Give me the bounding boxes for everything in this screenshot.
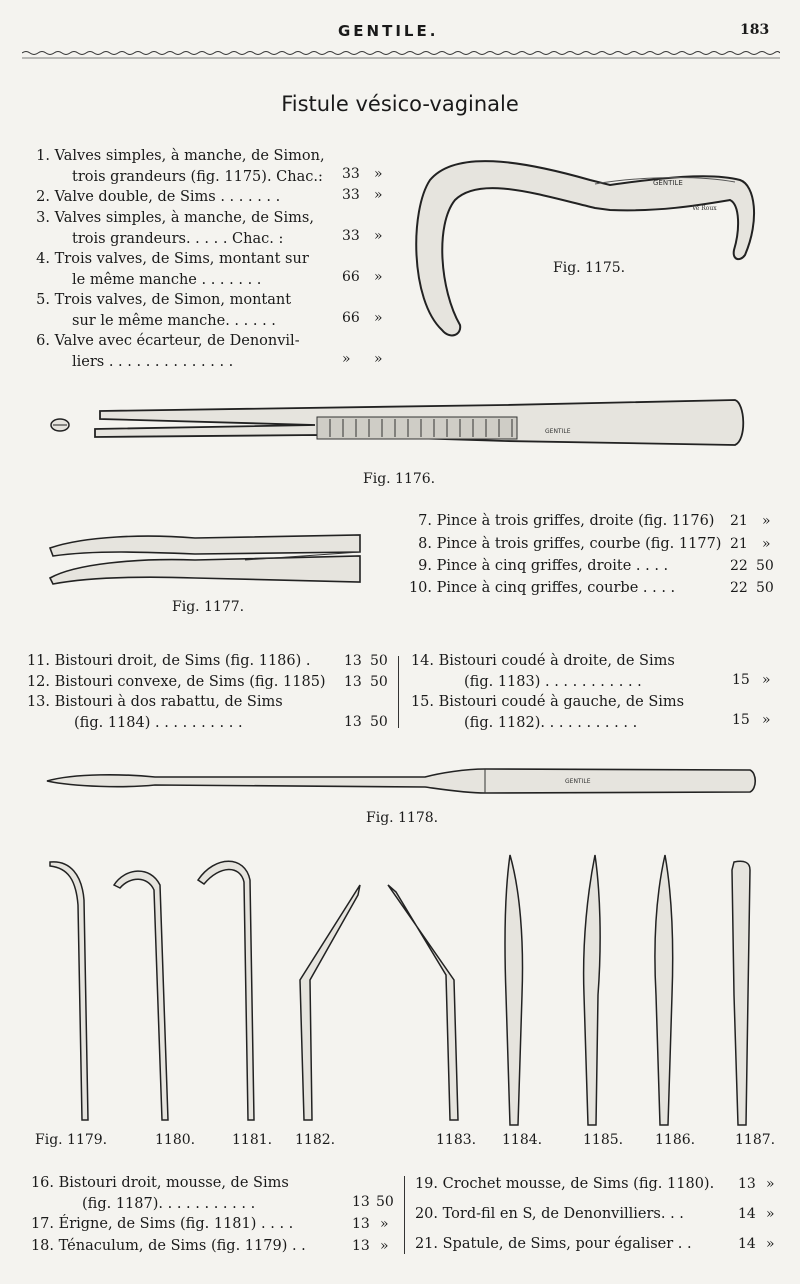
price: 14 [738,1206,756,1222]
fig-1180-caption: 1180. [155,1132,196,1148]
price: 50 [756,580,774,596]
section-title: Fistule vésico-vaginale [281,92,519,116]
list-item: 14. Bistouri coudé à droite, de Sims (fig. 1183) . . . . . . . . . . . [410,653,675,690]
svg-text:GENTILE: GENTILE [653,179,683,187]
price: 50 [370,714,388,730]
list-item: 7. Pince à trois griffes, droite (fig. 1176) [418,513,715,529]
price: » [762,712,771,728]
list-item: 10. Pince à cinq griffes, courbe . . . . [408,580,676,596]
svg-text:GENTILE: GENTILE [565,778,591,785]
scalpel-illustration [45,765,760,800]
straight-forceps-illustration [45,395,755,455]
price: 13 [352,1216,370,1232]
fig-1178-caption: Fig. 1178. [366,810,439,826]
header-rule [22,50,780,60]
price: » [762,536,771,552]
brace-divider [404,1176,405,1254]
svg-text:Ve Roux: Ve Roux [692,205,717,212]
price: » [766,1206,775,1222]
price: 50 [376,1194,394,1210]
list-item: 12. Bistouri convexe, de Sims (fig. 1185) [26,674,326,690]
price: 21 [730,513,748,529]
price: » [762,513,771,529]
fig-1184-caption: 1184. [502,1132,543,1148]
list-item: 15. Bistouri coudé à gauche, de Sims (fig. 1182). . . . . . . . . . . [410,694,685,731]
svg-text:GENTILE: GENTILE [545,428,571,435]
fig-1183-caption: 1183. [436,1132,477,1148]
fig-1177-caption: Fig. 1177. [172,599,245,615]
list-item: 19. Crochet mousse, de Sims (fig. 1180). [414,1176,715,1192]
list-item: 18. Ténaculum, de Sims (fig. 1179) . . [30,1238,306,1254]
price: 13 [352,1194,370,1210]
price: 15 [732,672,750,688]
page-number: 183 [740,22,770,38]
list-item: 1. Valves simples, à manche, de Simon, trois grandeurs (fig. 1175). Chac.: 33 » [36,148,383,185]
list-item: 5. Trois valves, de Simon, montant sur le même manche. . . . . . 66 » [36,292,383,329]
fig-1181-caption: 1181. [232,1132,273,1148]
price: 13 [738,1176,756,1192]
fig-1182-caption: 1182. [295,1132,336,1148]
price: 13 [352,1238,370,1254]
fig-1187-caption: 1187. [735,1132,776,1148]
running-title: GENTILE. [338,22,439,40]
list-item: 2. Valve double, de Sims . . . . . . . 33 » [36,187,383,205]
list-item: 21. Spatule, de Sims, pour égaliser . . [414,1236,692,1252]
list-item: 4. Trois valves, de Sims, montant sur le même manche . . . . . . . 66 » [36,251,383,288]
price: » [762,672,771,688]
price: 22 [730,558,748,574]
price: 15 [732,712,750,728]
speculum-illustration [400,150,770,350]
fig-1176-caption: Fig. 1176. [363,471,436,487]
instrument-row-illustration [40,850,770,1130]
price: 13 [344,674,362,690]
price: 50 [370,653,388,669]
list-item: 3. Valves simples, à manche, de Sims, trois grandeurs. . . . . Chac. : 33 » [36,210,383,247]
list-item: 13. Bistouri à dos rabattu, de Sims (fig. 1184) . . . . . . . . . . [26,694,283,731]
curved-forceps-illustration [45,530,365,590]
brace-divider [398,656,399,728]
price: 50 [370,674,388,690]
fig-1175-caption: Fig. 1175. [553,260,626,276]
list-item: 17. Érigne, de Sims (fig. 1181) . . . . [30,1216,294,1232]
price: 13 [344,653,362,669]
price: 22 [730,580,748,596]
list-item: 6. Valve avec écarteur, de Denonvil- liers . . . . . . . . . . . . . . » » [36,333,383,370]
fig-1179-caption: Fig. 1179. [35,1132,108,1148]
list-item: 16. Bistouri droit, mousse, de Sims (fig. 1187). . . . . . . . . . . [30,1175,289,1212]
list-item: 11. Bistouri droit, de Sims (fig. 1186) . [26,653,311,669]
list-item: 9. Pince à cinq griffes, droite . . . . [418,558,669,574]
price: » [380,1216,389,1232]
price: » [766,1236,775,1252]
list-item: 8. Pince à trois griffes, courbe (fig. 1177) [418,536,722,552]
price: 14 [738,1236,756,1252]
price: » [766,1176,775,1192]
price: 50 [756,558,774,574]
price: 21 [730,536,748,552]
list-item: 20. Tord-fil en S, de Denonvilliers. . . [414,1206,684,1222]
price: » [380,1238,389,1254]
price: 13 [344,714,362,730]
fig-1186-caption: 1186. [655,1132,696,1148]
fig-1185-caption: 1185. [583,1132,624,1148]
